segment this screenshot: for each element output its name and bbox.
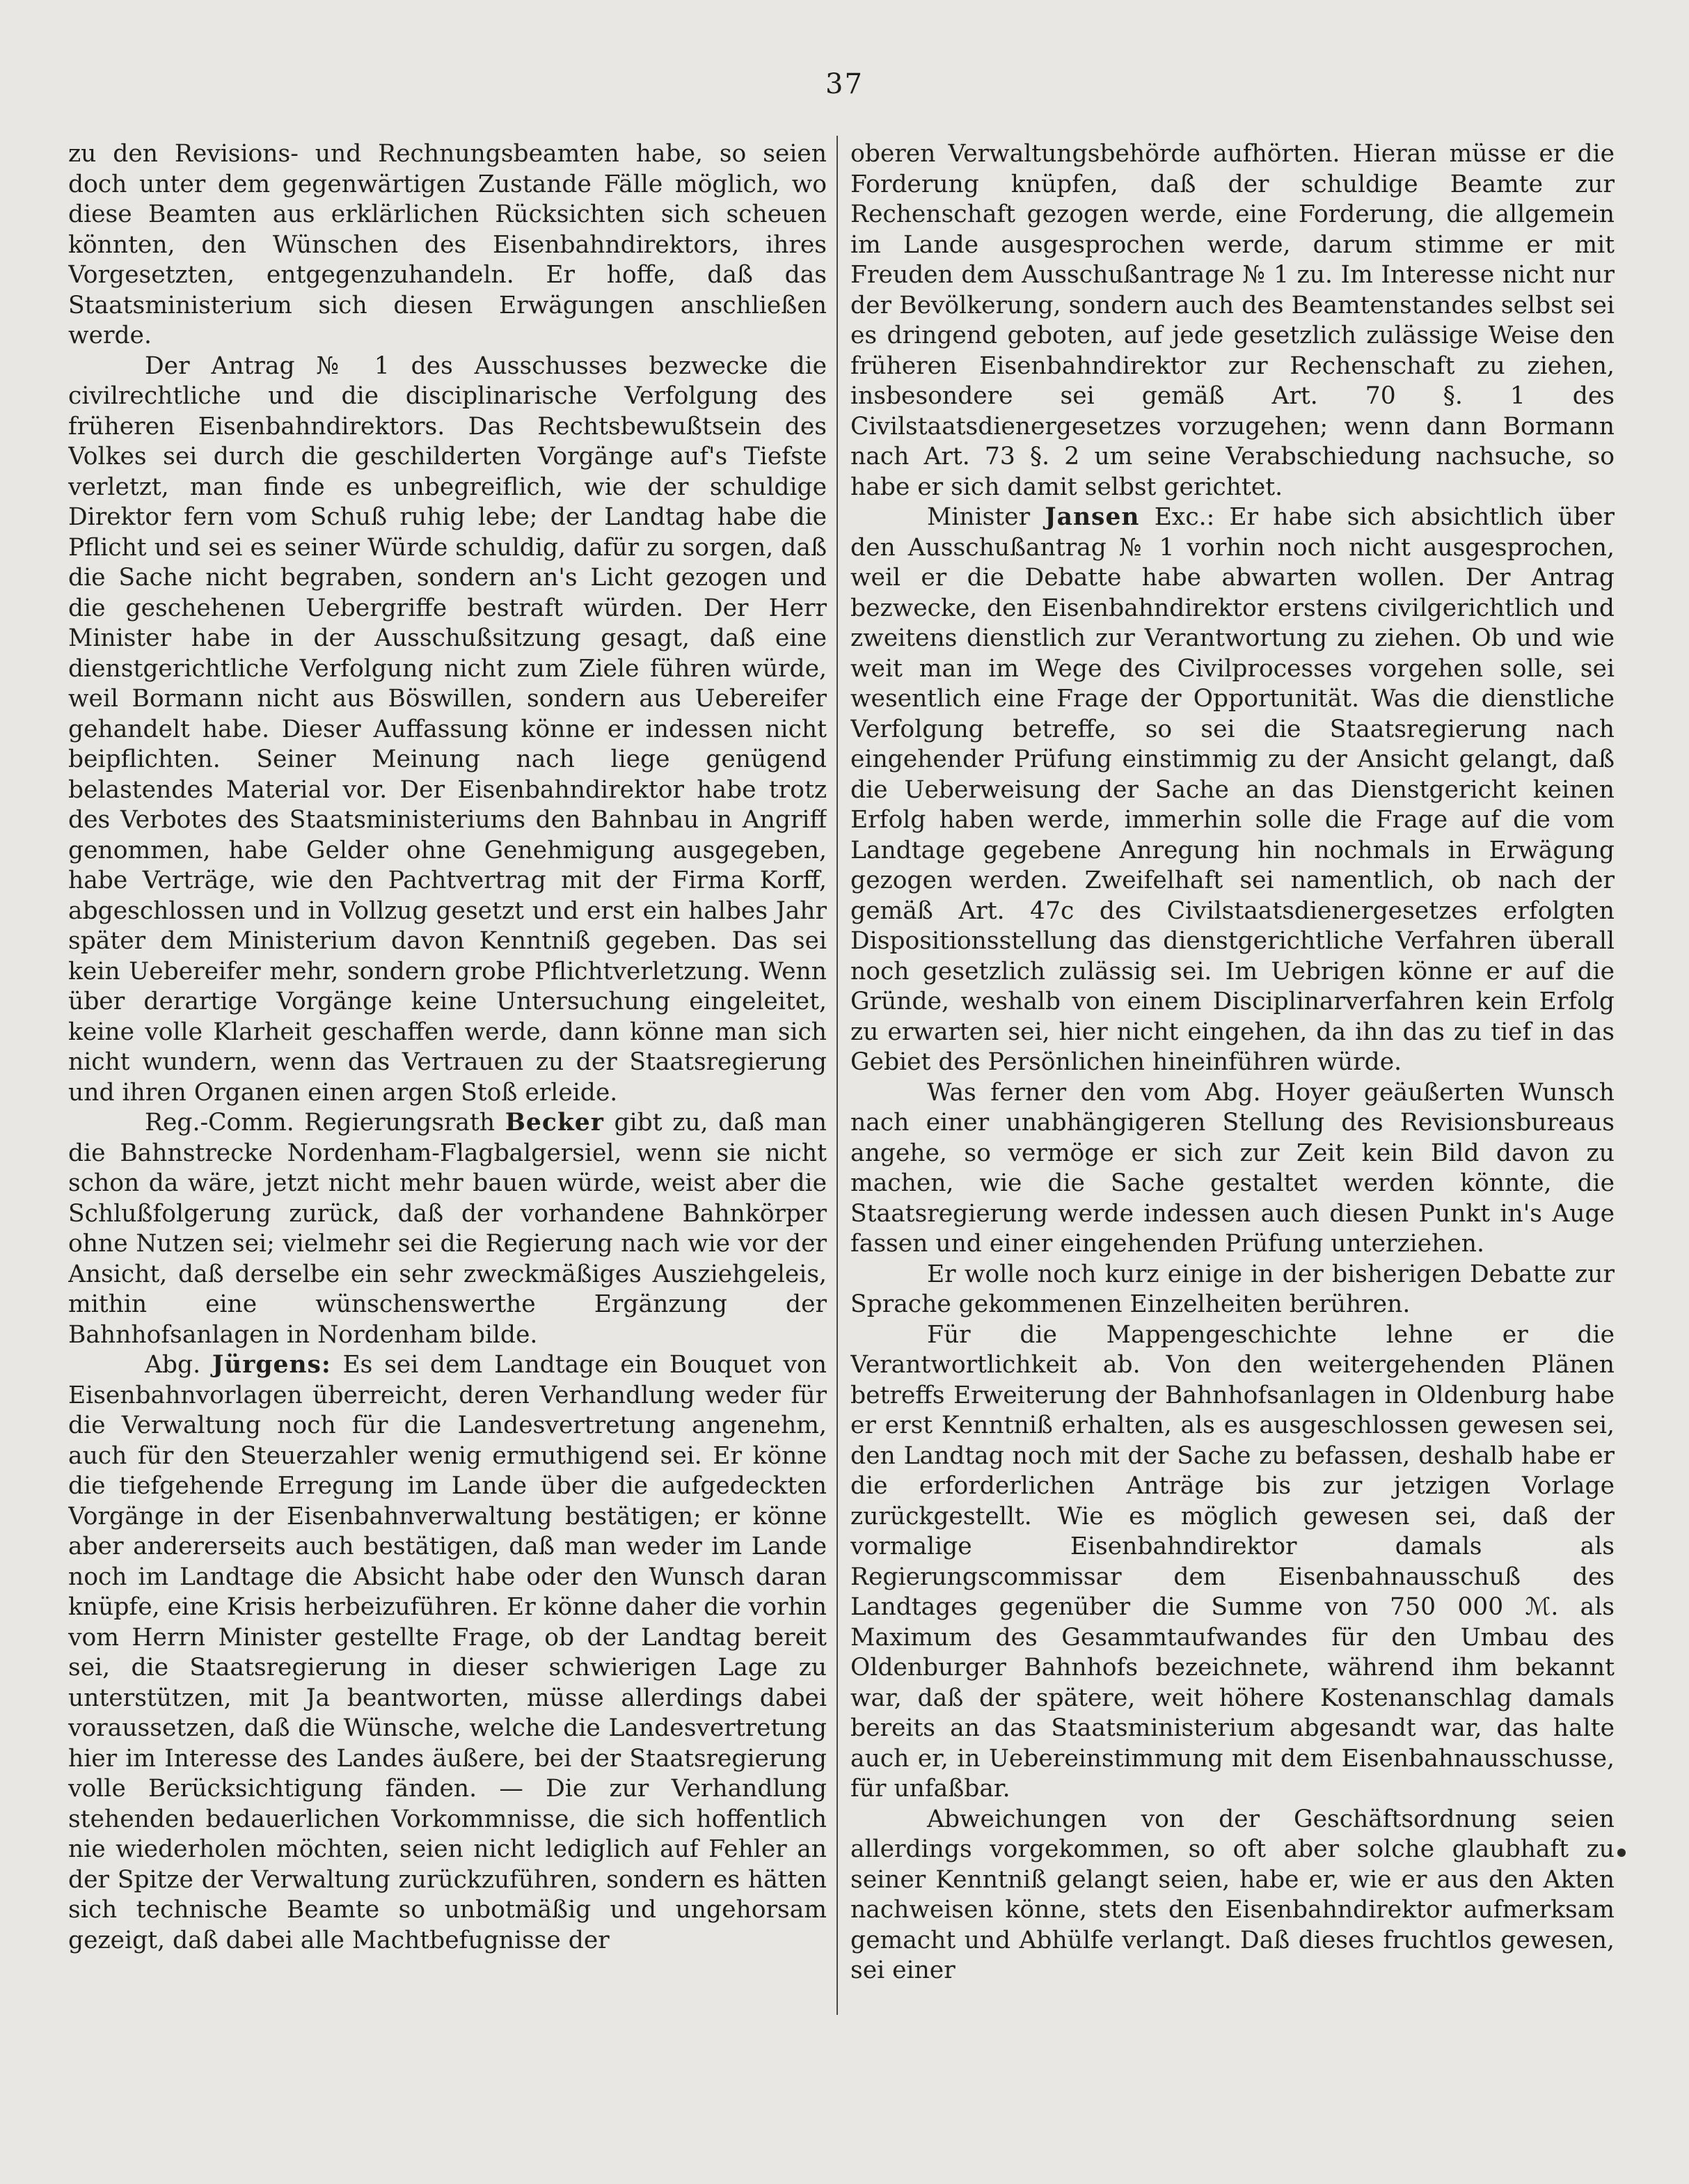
paragraph: oberen Verwaltungsbehörde aufhörten. Hieran müsse er die Forderung knüpfen, daß der schuldige Beamte zur Rechenschaft gezogen werde, eine Forderung, die allgemein im Lande ausgesprochen werde, darum stimme er mit Freuden dem Ausschußantrage № 1 zu. Im Interesse nicht nur der Bevölkerung, sondern auch des Beamtenstandes selbst sei es dringend geboten, auf jede gesetzlich zulässige Weise den früheren Eisenbahndirektor zur Rechenschaft zu ziehen, insbesondere sei gemäß Art. 70 §. 1 des Civilstaatsdienergesetzes vorzugehen; wenn dann Bormann nach Art. 73 §. 2 um seine Verabschiedung nachsuche, so habe er sich damit selbst gerichtet.	[850, 140, 1615, 501]
speech-text: Es sei dem Landtage ein Bouquet von Eisenbahnvorlagen überreicht, deren Verhandlung weder für die Verwaltung noch für die Landesvertretung angenehm, auch für den Steuerzahler wenig ermuthigend sei. Er könne die tiefgehende Erregung im Lande über die aufgedeckten Vorgänge in der Eisenbahnverwaltung bestätigen; er könne aber andererseits auch bestätigen, daß man weder im Lande noch im Landtage die Absicht habe oder den Wunsch daran knüpfe, eine Krisis herbeizuführen. Er könne daher die vorhin vom Herrn Minister gestellte Frage, ob der Landtag bereit sei, die Staatsregierung in dieser schwierigen Lage zu unterstützen, mit Ja beantworten, müsse allerdings dabei voraussetzen, daß die Wünsche, welche die Landesvertretung hier im Interesse des Landes äußere, bei der Staatsregierung volle Berücksichtigung fänden. — Die zur Verhandlung stehenden bedauerlichen Vorkommnisse, die sich hoffentlich nie wiederholen möchten, seien nicht lediglich auf Fehler an der Spitze der Verwaltung zurückzuführen, sondern es hätten sich technische Beamte so unbotmäßig und ungehorsam gezeigt, daß dabei alle Machtbefugnisse der	[68, 1351, 827, 1954]
left-column	[68, 139, 827, 2144]
paragraph: Abweichungen von der Geschäftsordnung seien allerdings vorgekommen, so oft aber solche glaubhaft zu seiner Kenntniß gelangt seien, habe er, wie er aus den Akten nachweisen könne, stets den Eisenbahndirektor aufmerksam gemacht und Abhülfe verlangt. Daß dieses fruchtlos gewesen, sei einer	[850, 1805, 1615, 1984]
speech-text: gibt zu, daß man die Bahnstrecke Nordenham-Flagbalgersiel, wenn sie nicht schon da wäre, jetzt nicht mehr bauen würde, weist aber die Schlußfolgerung zurück, daß der vorhandene Bahnkörper ohne Nutzen sei; vielmehr sei die Regierung nach wie vor der Ansicht, daß derselbe ein sehr zweckmäßiges Ausziehgeleis, mithin eine wünschenswerthe Ergänzung der Bahnhofsanlagen in Nordenham bilde.	[68, 1109, 827, 1349]
speaker-name: Becker	[505, 1109, 604, 1137]
right-column	[850, 139, 1615, 2144]
ink-spot	[1617, 1849, 1626, 1857]
speaker-name: Jansen	[1045, 503, 1140, 531]
speech-text: Exc.: Er habe sich absichtlich über den Ausschußantrag № 1 vorhin noch nicht ausgesprochen, weil er die Debatte habe abwarten wollen. Der Antrag bezwecke, den Eisenbahndirektor erstens civilgerichtlich und zweitens dienstlich zur Verantwortung zu ziehen. Ob und wie weit man im Wege des Civilprocesses vorgehen solle, sei wesentlich eine Frage der Opportunität. Was die dienstliche Verfolgung betreffe, so sei die Staatsregierung nach eingehender Prüfung einstimmig zu der Ansicht gelangt, daß die Ueberweisung der Sache an das Dienstgericht keinen Erfolg haben werde, immerhin solle die Frage auf die vom Landtage gegebene Anregung hin nochmals in Erwägung gezogen werden. Zweifelhaft sei namentlich, ob nach der gemäß Art. 47c des Civilstaatsdienergesetzes erfolgten Dispositionsstellung das dienstgerichtliche Verfahren überall noch gesetzlich zulässig sei. Im Uebrigen könne er auf die Gründe, weshalb von einem Disciplinarverfahren kein Erfolg zu erwarten sei, hier nicht eingehen, da ihn das zu tief in das Gebiet des Persönlichen hineinführen würde.	[850, 503, 1615, 1076]
page-number: 37	[825, 68, 864, 100]
speaker-name: Jürgens:	[212, 1351, 331, 1379]
speaker-prefix: Minister	[927, 503, 1031, 531]
paragraph: Der Antrag № 1 des Ausschusses bezwecke die civilrechtliche und die disciplinarische Verfolgung des früheren Eisenbahndirektors. Das Rechtsbewußtsein des Volkes sei durch die geschilderten Vorgänge auf's Tiefste verletzt, man finde es unbegreiflich, wie der schuldige Direktor fern vom Schuß ruhig lebe; der Landtag habe die Pflicht und sei es seiner Würde schuldig, dafür zu sorgen, daß die Sache nicht begraben, sondern an's Licht gezogen und die geschehenen Uebergriffe bestraft würden. Der Herr Minister habe in der Ausschußsitzung gesagt, daß eine dienstgerichtliche Verfolgung nicht zum Ziele führen würde, weil Bormann nicht aus Böswillen, sondern aus Uebereifer gehandelt habe. Dieser Auffassung könne er indessen nicht beipflichten. Seiner Meinung nach liege genügend belastendes Material vor. Der Eisenbahndirektor habe trotz des Verbotes des Staatsministeriums den Bahnbau in Angriff genommen, habe Gelder ohne Genehmigung ausgegeben, habe Verträge, wie den Pachtvertrag mit der Firma Korff, abgeschlossen und in Vollzug gesetzt und erst ein halbes Jahr später dem Ministerium davon Kenntniß gegeben. Das sei kein Uebereifer mehr, sondern grobe Pflichtverletzung. Wenn über derartige Vorgänge keine Untersuchung eingeleitet, keine volle Klarheit geschaffen werde, dann könne man sich nicht wundern, wenn das Vertrauen zu der Staatsregierung und ihren Organen einen argen Stoß erleide.	[68, 351, 827, 1107]
paragraph: zu den Revisions- und Rechnungsbeamten habe, so seien doch unter dem gegenwärtigen Zustande Fälle möglich, wo diese Beamten aus erklärlichen Rücksichten sich scheuen könnten, den Wünschen des Eisenbahndirektors, ihres Vorgesetzten, entgegenzuhandeln. Er hoffe, daß das Staatsministerium sich diesen Erwägungen anschließen werde.	[68, 140, 827, 349]
paragraph: Was ferner den vom Abg. Hoyer geäußerten Wunsch nach einer unabhängigeren Stellung des Revisionsbureaus angehe, so vermöge er sich zur Zeit kein Bild davon zu machen, wie die Sache gestaltet werden könnte, die Staatsregierung werde indessen auch diesen Punkt in's Auge fassen und einer eingehenden Prüfung unterziehen.	[850, 1078, 1615, 1258]
paragraph	[850, 503, 1615, 1078]
speaker-prefix: Abg.	[145, 1351, 201, 1379]
paragraph	[68, 1350, 827, 1956]
paragraph: Er wolle noch kurz einige in der bisherigen Debatte zur Sprache gekommenen Einzelheiten berühren.	[850, 1260, 1615, 1318]
column-divider	[836, 136, 838, 2015]
paragraph	[68, 1108, 827, 1350]
paragraph: Für die Mappengeschichte lehne er die Verantwortlichkeit ab. Von den weitergehenden Plänen betreffs Erweiterung der Bahnhofsanlagen in Oldenburg habe er erst Kenntniß erhalten, als es ausgeschlossen gewesen sei, den Landtag noch mit der Sache zu befassen, deshalb habe er die erforderlichen Anträge bis zur jetzigen Vorlage zurückgestellt. Wie es möglich gewesen sei, daß der vormalige Eisenbahndirektor damals als Regierungscommissar dem Eisenbahnausschuß des Landtages gegenüber die Summe von 750 000 ℳ. als Maximum des Gesammtaufwandes für den Umbau des Oldenburger Bahnhofs bezeichnete, während ihm bekannt war, daß der spätere, weit höhere Kostenanschlag damals bereits an das Staatsministerium abgesandt war, das halte auch er, in Uebereinstimmung mit dem Eisenbahnausschusse, für unfaßbar.	[850, 1320, 1615, 1803]
speaker-prefix: Reg.-Comm. Regierungsrath	[145, 1109, 495, 1137]
